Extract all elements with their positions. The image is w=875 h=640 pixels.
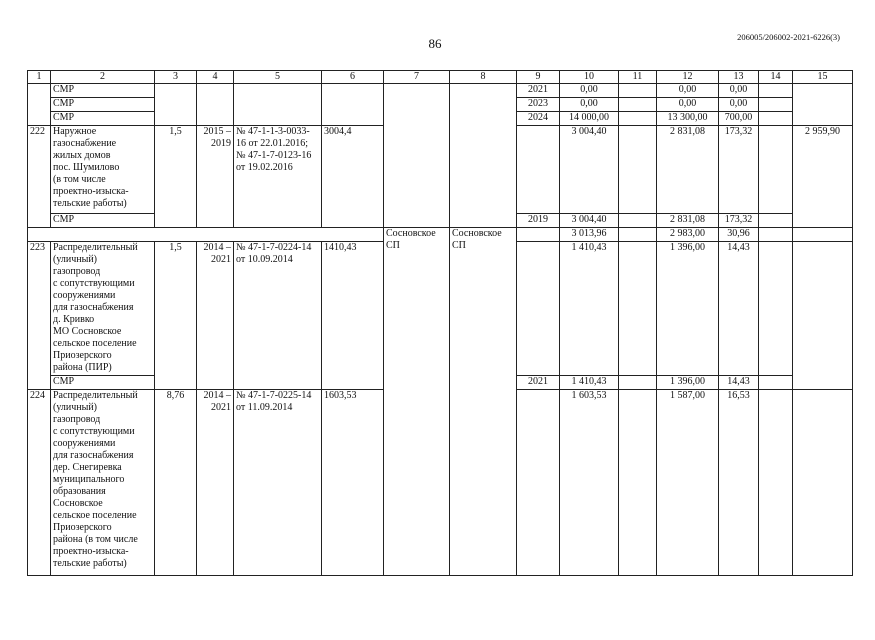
cell-total: 3 004,40 [560,126,619,214]
cell-c12: 1 396,00 [657,376,719,390]
cell-docs: № 47-1-7-0225-14 от 11.09.2014 [234,390,322,576]
cell-cost: 3004,4 [322,126,384,228]
cell-c14 [759,214,793,228]
cell-length [155,84,197,126]
column-header: 4 [197,71,234,84]
cell-name: СМР [51,98,155,112]
cell-year [517,126,560,214]
cell-c14 [759,242,793,376]
cell-year: 2019 [517,214,560,228]
cell-c12: 0,00 [657,98,719,112]
cell-name: Наружное газоснабжение жилых домов пос. Шумилово (в том числе проектно-изыска- тельские работы) [51,126,155,214]
cell-period: 2014 – 2021 [197,390,234,576]
cell-c15: 2 959,90 [793,126,853,228]
cell-c13: 0,00 [719,98,759,112]
cell-municipality: Сосновское СП [384,228,450,576]
cell-c15 [793,228,853,242]
cell-year: 2024 [517,112,560,126]
cell-c13: 173,32 [719,214,759,228]
cell-c15 [793,84,853,126]
column-header: 14 [759,71,793,84]
cell-total: 1 410,43 [560,376,619,390]
column-number-row [28,71,853,84]
cell-year: 2021 [517,84,560,98]
cell-num: 224 [28,390,51,576]
column-header: 2 [51,71,155,84]
column-header: 6 [322,71,384,84]
cell-period: 2015 – 2019 [197,126,234,228]
cell-total: 1 603,53 [560,390,619,576]
cell-c14 [759,98,793,112]
cell-num [28,84,51,126]
cell-c13: 30,96 [719,228,759,242]
cell-c12: 2 831,08 [657,214,719,228]
cell-period [197,84,234,126]
cell-c12: 2 831,08 [657,126,719,214]
cell-name: СМР [51,84,155,98]
cell-num: 223 [28,242,51,390]
cell-c11 [619,376,657,390]
cell-c12: 0,00 [657,84,719,98]
column-header: 11 [619,71,657,84]
cell-c11 [619,390,657,576]
cell-c14 [759,228,793,242]
column-header: 15 [793,71,853,84]
cell-c14 [759,126,793,214]
cell-settlement [450,84,517,228]
cell-length: 1,5 [155,242,197,390]
column-header: 5 [234,71,322,84]
cell-c12: 13 300,00 [657,112,719,126]
cell-period: 2014 – 2021 [197,242,234,390]
cell-year [517,228,560,242]
cell-municipality [384,84,450,228]
program-table [27,70,853,576]
cell-length: 1,5 [155,126,197,228]
column-header: 7 [384,71,450,84]
cell-year: 2023 [517,98,560,112]
cell-docs [234,84,322,126]
cell-name: СМР [51,376,155,390]
cell-cost [322,84,384,126]
cell-name: Распределительный (уличный) газопровод с сопутствующими сооружениями для газоснабжения дер. Снегиревка муниципального образования Сосновское сельское поселение Приозерского района (в том числе проектно-изыска- тельские работы) [51,390,155,576]
cell-total: 1 410,43 [560,242,619,376]
cell-docs: № 47-1-7-0224-14 от 10.09.2014 [234,242,322,390]
cell-total: 3 004,40 [560,214,619,228]
cell-c14 [759,376,793,390]
column-header: 10 [560,71,619,84]
cell-c15 [793,242,853,390]
cell-name: СМР [51,214,155,228]
cell-c13: 0,00 [719,84,759,98]
cell-c14 [759,112,793,126]
column-header: 9 [517,71,560,84]
cell-year [517,242,560,376]
document-code: 206005/206002-2021-6226(3) [737,32,840,42]
cell-docs: № 47-1-1-3-0033- 16 от 22.01.2016; № 47-1-7-0123-16 от 19.02.2016 [234,126,322,228]
cell-name: СМР [51,112,155,126]
cell-cost: 1410,43 [322,242,384,390]
subtotal-row [28,228,853,242]
cell-c14 [759,84,793,98]
cell-year [517,390,560,576]
cell-name: Распределительный (уличный) газопровод с сопутствующими сооружениями для газоснабжения д. Кривко МО Сосновское сельское поселение Приозерского района (ПИР) [51,242,155,376]
page-number: 86 [428,36,442,51]
cell-c13: 700,00 [719,112,759,126]
cell-c11 [619,84,657,98]
cell-blank [28,228,384,242]
cell-total: 3 013,96 [560,228,619,242]
cell-c12: 1 396,00 [657,242,719,376]
column-header: 3 [155,71,197,84]
cell-c11 [619,126,657,214]
cell-c11 [619,228,657,242]
column-header: 13 [719,71,759,84]
cell-c13: 173,32 [719,126,759,214]
column-header: 12 [657,71,719,84]
cell-c13: 16,53 [719,390,759,576]
column-header: 1 [28,71,51,84]
table-row [28,84,853,98]
cell-total: 14 000,00 [560,112,619,126]
cell-c13: 14,43 [719,242,759,376]
cell-total: 0,00 [560,84,619,98]
cell-num: 222 [28,126,51,228]
cell-c14 [759,390,793,576]
cell-total: 0,00 [560,98,619,112]
cell-c11 [619,242,657,376]
cell-c12: 2 983,00 [657,228,719,242]
cell-c11 [619,98,657,112]
cell-c11 [619,214,657,228]
cell-cost: 1603,53 [322,390,384,576]
column-header: 8 [450,71,517,84]
cell-settlement: Сосновское СП [450,228,517,576]
cell-c13: 14,43 [719,376,759,390]
cell-c12: 1 587,00 [657,390,719,576]
cell-length: 8,76 [155,390,197,576]
cell-c15 [793,390,853,576]
cell-year: 2021 [517,376,560,390]
cell-c11 [619,112,657,126]
